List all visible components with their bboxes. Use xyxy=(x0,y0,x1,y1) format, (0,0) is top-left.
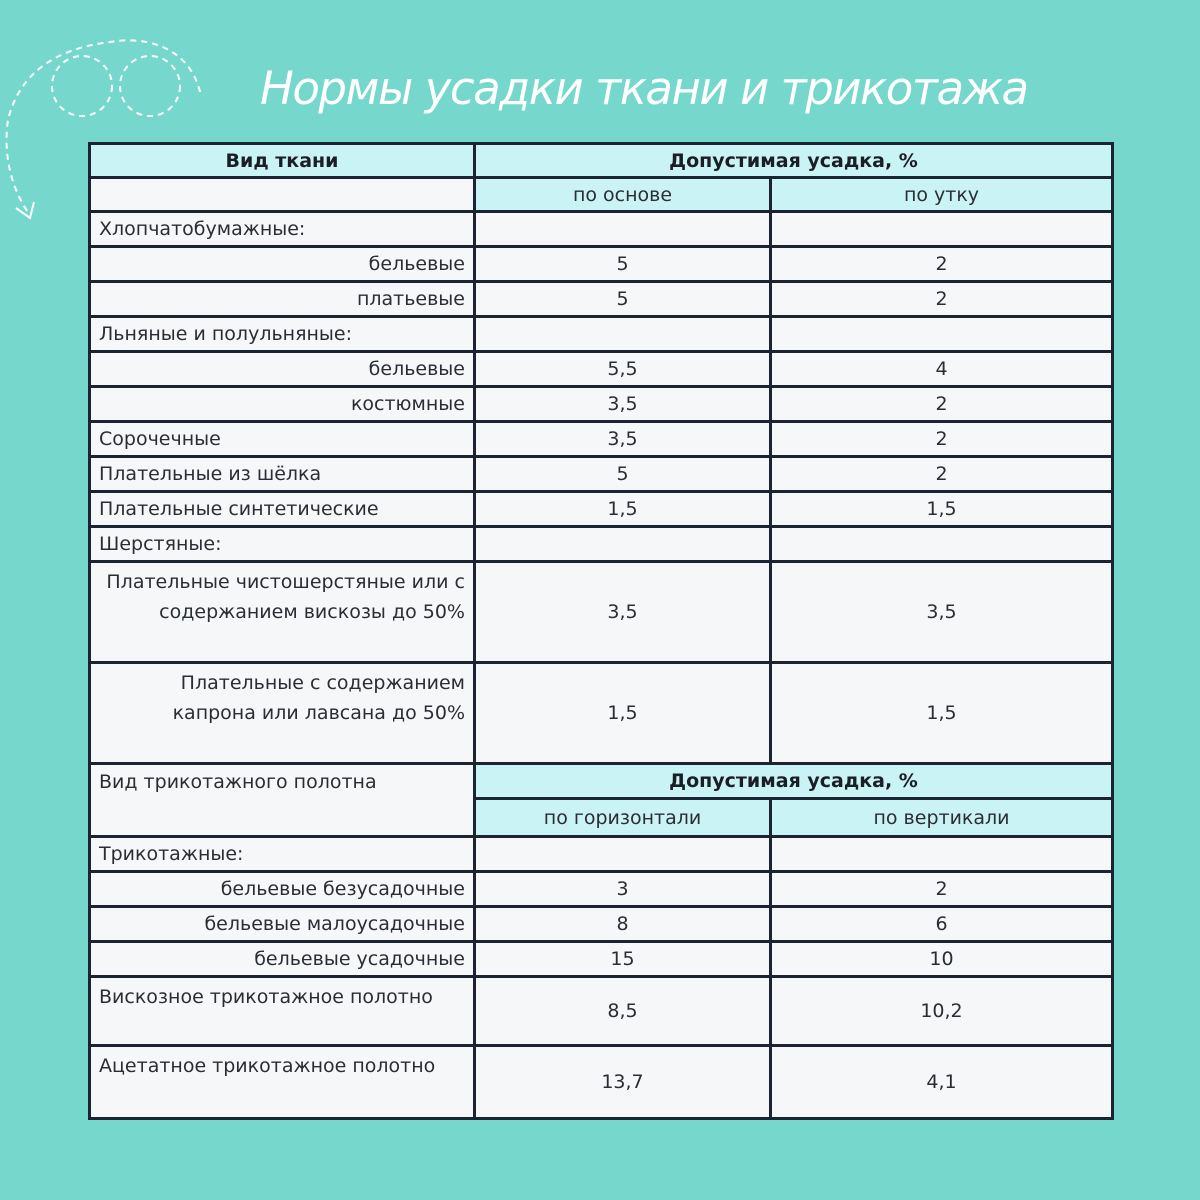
table-row xyxy=(90,457,1113,492)
value-col2: 2 xyxy=(771,457,1113,492)
fabric-type-header: Вид ткани xyxy=(90,144,475,178)
table-row xyxy=(90,352,1113,387)
value-col2: 2 xyxy=(771,387,1113,422)
value-col2: 10,2 xyxy=(771,977,1113,1046)
table-row xyxy=(90,663,1113,764)
empty-cell xyxy=(90,178,475,212)
table-row xyxy=(90,282,1113,317)
table-row xyxy=(90,837,1113,872)
row-label: Вискозное трикотажное полотно xyxy=(90,977,475,1046)
table-row xyxy=(90,492,1113,527)
page-title: Нормы усадки ткани и трикотажа xyxy=(260,62,1028,115)
table-row xyxy=(90,422,1113,457)
row-label: Льняные и полульняные: xyxy=(90,317,475,352)
row-label: Плательные синтетические xyxy=(90,492,475,527)
row-label: Сорочечные xyxy=(90,422,475,457)
value-col1: 5 xyxy=(475,282,771,317)
row-label: бельевые xyxy=(90,352,475,387)
value-col1: 5,5 xyxy=(475,352,771,387)
value-col1: 1,5 xyxy=(475,492,771,527)
row-label: Трикотажные: xyxy=(90,837,475,872)
value-col2: 2 xyxy=(771,872,1113,907)
row-label: бельевые xyxy=(90,247,475,282)
knit-header-row xyxy=(90,764,1113,799)
value-col1: 5 xyxy=(475,457,771,492)
row-label: костюмные xyxy=(90,387,475,422)
value-col2: 1,5 xyxy=(771,663,1113,764)
table-row xyxy=(90,562,1113,663)
table-row xyxy=(90,387,1113,422)
value-col1: 1,5 xyxy=(475,663,771,764)
shrinkage-table xyxy=(88,142,1114,1120)
row-label: Шерстяные: xyxy=(90,527,475,562)
row-label: бельевые малоусадочные xyxy=(90,907,475,942)
table-row xyxy=(90,907,1113,942)
knit-type-header: Вид трикотажного полотна xyxy=(90,764,475,837)
value-col1: 3 xyxy=(475,872,771,907)
value-col2 xyxy=(771,527,1113,562)
value-col1: 5 xyxy=(475,247,771,282)
table-row xyxy=(90,317,1113,352)
row-label: бельевые безусадочные xyxy=(90,872,475,907)
value-col2: 10 xyxy=(771,942,1113,977)
table-row xyxy=(90,977,1113,1046)
value-col2 xyxy=(771,212,1113,247)
row-label: платьевые xyxy=(90,282,475,317)
table-row xyxy=(90,942,1113,977)
table-row xyxy=(90,1046,1113,1119)
value-col1 xyxy=(475,212,771,247)
value-col1: 3,5 xyxy=(475,562,771,663)
value-col1: 3,5 xyxy=(475,422,771,457)
row-label: Плательные с содержанием капрона или лавсана до 50% xyxy=(90,663,475,764)
value-col1: 13,7 xyxy=(475,1046,771,1119)
allowed-shrinkage-header: Допустимая усадка, % xyxy=(475,764,1113,799)
value-col2: 2 xyxy=(771,247,1113,282)
value-col1: 8 xyxy=(475,907,771,942)
fabric-header-row xyxy=(90,144,1113,178)
warp-header: по основе xyxy=(475,178,771,212)
value-col2: 3,5 xyxy=(771,562,1113,663)
value-col1 xyxy=(475,527,771,562)
table-row xyxy=(90,872,1113,907)
value-col2: 2 xyxy=(771,422,1113,457)
value-col1 xyxy=(475,317,771,352)
fabric-subheader-row xyxy=(90,178,1113,212)
value-col1: 8,5 xyxy=(475,977,771,1046)
row-label: Хлопчатобумажные: xyxy=(90,212,475,247)
row-label: бельевые усадочные xyxy=(90,942,475,977)
allowed-shrinkage-header: Допустимая усадка, % xyxy=(475,144,1113,178)
row-label: Плательные чистошерстяные или с содержанием вискозы до 50% xyxy=(90,562,475,663)
value-col2: 1,5 xyxy=(771,492,1113,527)
row-label: Ацетатное трикотажное полотно xyxy=(90,1046,475,1119)
row-label: Плательные из шёлка xyxy=(90,457,475,492)
value-col1: 3,5 xyxy=(475,387,771,422)
value-col1: 15 xyxy=(475,942,771,977)
horizontal-header: по горизонтали xyxy=(475,799,771,837)
value-col2: 4 xyxy=(771,352,1113,387)
value-col2 xyxy=(771,837,1113,872)
weft-header: по утку xyxy=(771,178,1113,212)
value-col2 xyxy=(771,317,1113,352)
table-row xyxy=(90,247,1113,282)
vertical-header: по вертикали xyxy=(771,799,1113,837)
table-row xyxy=(90,527,1113,562)
table-row xyxy=(90,212,1113,247)
value-col2: 2 xyxy=(771,282,1113,317)
value-col2: 6 xyxy=(771,907,1113,942)
value-col2: 4,1 xyxy=(771,1046,1113,1119)
value-col1 xyxy=(475,837,771,872)
